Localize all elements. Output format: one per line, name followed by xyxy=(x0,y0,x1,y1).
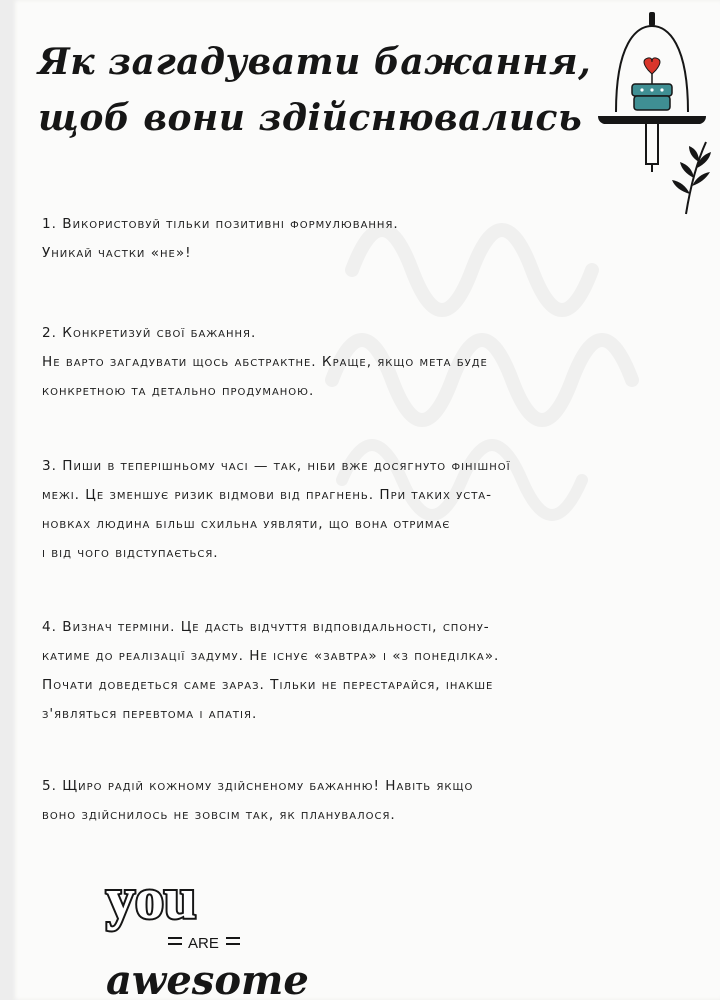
tip-3 xyxy=(42,452,672,568)
tip-2-line-3: конкретною та детально продуманою. xyxy=(42,383,315,399)
tip-1-line-1: 1. Використовуй тільки позитивні формулювання. xyxy=(42,216,399,232)
tip-3-line-2: межі. Це зменшує ризик відмови від прагнень. При таких уста- xyxy=(42,487,493,503)
badge-word-awesome: awesome xyxy=(106,957,309,1000)
page-title-line-1: Як загадувати бажання, xyxy=(38,41,592,83)
tip-4-line-4: з'являться перевтома і апатія. xyxy=(42,706,258,722)
tip-4-line-3: Почати доведеться саме зараз. Тільки не перестарайся, інакше xyxy=(42,677,494,693)
tip-5-line-1: 5. Щиро радій кожному здійсненому бажанню! Навіть якщо xyxy=(42,778,474,794)
tip-4 xyxy=(42,613,672,729)
cake-under-glass-dome-illustration xyxy=(588,4,718,220)
tip-2-line-2: Не варто загадувати щось абстрактне. Краще, якщо мета буде xyxy=(42,354,488,370)
tip-3-line-1: 3. Пиши в теперішньому часі — так, ніби вже досягнуто фінішної xyxy=(42,458,511,474)
tip-2 xyxy=(42,319,672,406)
tip-5-line-2: воно здійснилось не зовсім так, як планувалося. xyxy=(42,807,396,823)
page-title xyxy=(38,34,598,146)
badge-word-are: ARE xyxy=(188,935,219,952)
book-page xyxy=(12,0,720,1000)
tip-3-line-3: новках людина більш схильна уявляти, що вона отримає xyxy=(42,516,451,532)
badge-word-you: you xyxy=(106,868,197,931)
tip-4-line-2: катиме до реалізації задуму. Не існує «завтра» і «з понеділка». xyxy=(42,648,500,664)
tip-1-line-2: Уникай частки «не»! xyxy=(42,245,192,261)
tip-4-line-1: 4. Визнач терміни. Це дасть відчуття відповідальності, спону- xyxy=(42,619,490,635)
you-are-awesome-lettering xyxy=(102,868,322,1000)
tip-3-line-4: і від чого відступається. xyxy=(42,545,219,561)
page-title-line-2: щоб вони здійснювались xyxy=(38,97,583,139)
tip-5 xyxy=(42,772,672,830)
tip-2-line-1: 2. Конкретизуй свої бажання. xyxy=(42,325,257,341)
tip-1 xyxy=(42,210,672,268)
